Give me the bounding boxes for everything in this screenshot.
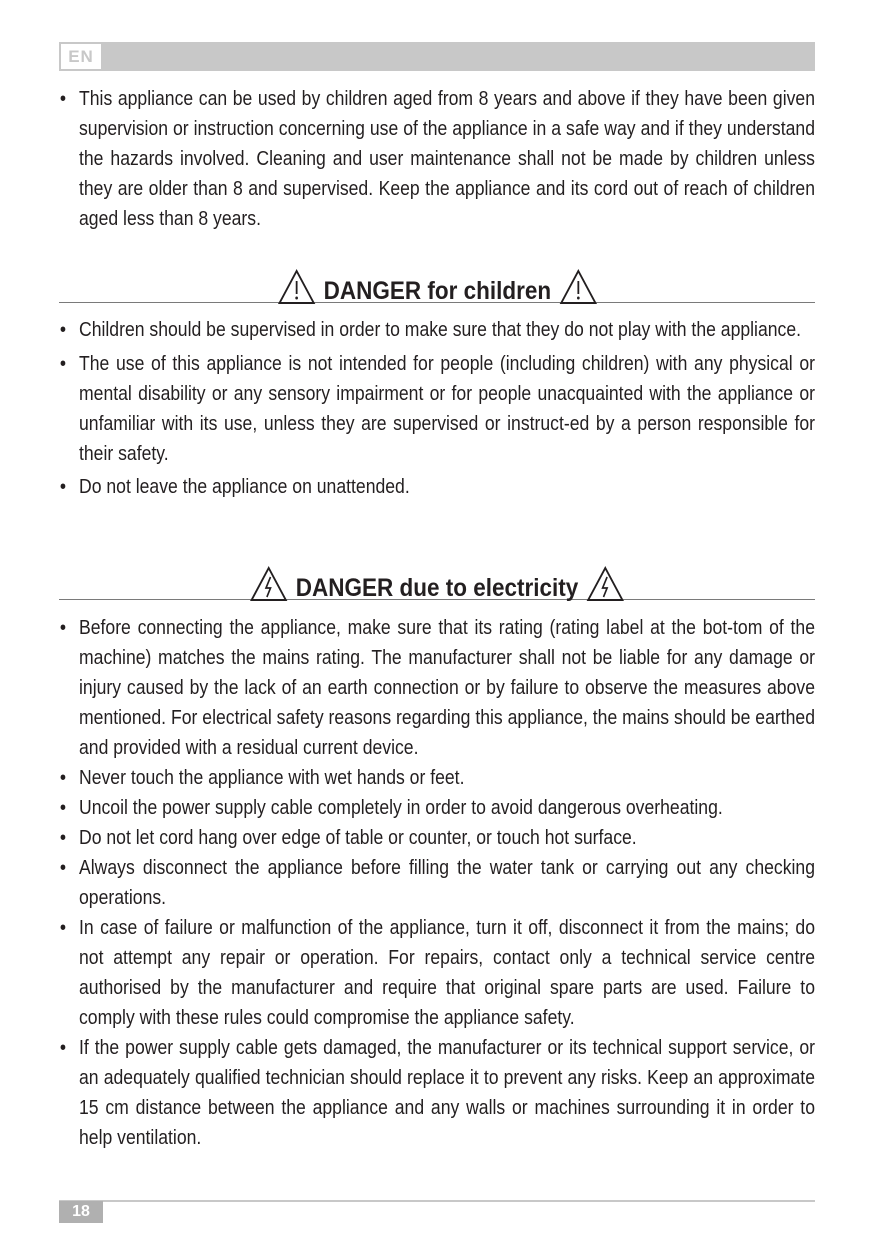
list-item: • Do not let cord hang over edge of table or counter, or touch hot surface. xyxy=(59,823,815,853)
warning-electricity-icon xyxy=(249,565,289,603)
intro-list xyxy=(59,84,815,234)
children-danger-list xyxy=(59,315,815,502)
electricity-danger-heading xyxy=(59,565,815,600)
language-tag: EN xyxy=(59,42,103,71)
warning-exclamation-icon xyxy=(276,268,316,306)
list-item: • Never touch the appliance with wet hands or feet. xyxy=(59,763,815,793)
children-danger-heading xyxy=(59,268,815,303)
list-item: • This appliance can be used by children aged from 8 years and above if they have been given supervision or instruction concerning use of the appliance in a safe way and if they understand the hazards involved. Cleaning and user maintenance shall not be made by children unless they are older than 8 and supervised. Keep the appliance and its cord out of reach of children aged less than 8 years. xyxy=(59,84,815,234)
list-item: • The use of this appliance is not intended for people (including children) with any physical or mental disability or any sensory impairment or for people unacquainted with the appliance or unfamiliar with its use, unless they are supervised or instruct-ed by a person responsible for their safety. xyxy=(59,349,815,469)
section-title: DANGER due to electricity xyxy=(295,574,579,602)
list-item: • Children should be supervised in order to make sure that they do not play with the appliance. xyxy=(59,315,815,345)
footer-divider xyxy=(59,1200,815,1202)
page-number: 18 xyxy=(59,1201,103,1223)
list-item: • Before connecting the appliance, make sure that its rating (rating label at the bot-tom of the machine) matches the mains rating. The manufacturer shall not be liable for any damage or injury caused by the lack of an earth connection or by failure to observe the measures above mentioned. For electrical safety reasons regarding this appliance, the mains should be earthed and provided with a residual current device. xyxy=(59,613,815,763)
list-item: • Always disconnect the appliance before filling the water tank or carrying out any checking operations. xyxy=(59,853,815,913)
list-item: • In case of failure or malfunction of the appliance, turn it off, disconnect it from the mains; do not attempt any repair or operation. For repairs, contact only a technical service centre authorised by the manufacturer and require that original spare parts are used. Failure to comply with these rules could compromise the appliance safety. xyxy=(59,913,815,1033)
header-bar xyxy=(59,42,815,71)
warning-exclamation-icon xyxy=(558,268,598,306)
list-item: • Do not leave the appliance on unattended. xyxy=(59,472,815,502)
section-title: DANGER for children xyxy=(323,277,551,305)
list-item: • If the power supply cable gets damaged, the manufacturer or its technical support service, or an adequately qualified technician should replace it to prevent any risks. Keep an approximate 15 cm distance between the appliance and any walls or machines surrounding it in order to help ventilation. xyxy=(59,1033,815,1153)
warning-electricity-icon xyxy=(585,565,625,603)
list-item: • Uncoil the power supply cable completely in order to avoid dangerous overheating. xyxy=(59,793,815,823)
electricity-danger-list xyxy=(59,613,815,1153)
